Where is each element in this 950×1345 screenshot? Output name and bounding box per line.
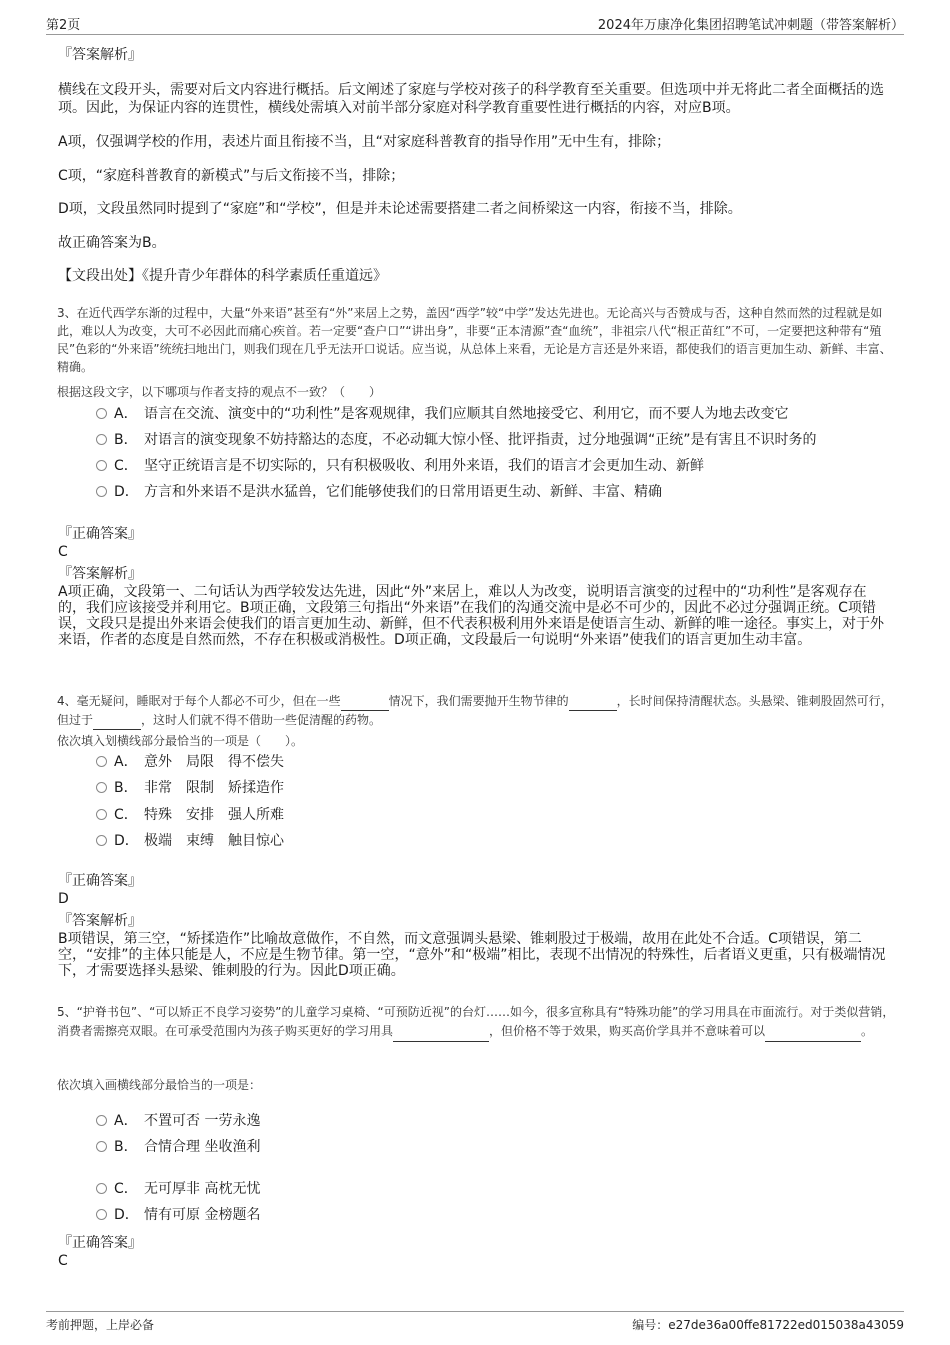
radio-circle-icon[interactable] (96, 486, 107, 497)
radio-circle-icon[interactable] (96, 434, 107, 445)
radio-circle-icon[interactable] (96, 756, 107, 767)
radio-circle-icon[interactable] (96, 1183, 107, 1194)
q3-option-a[interactable] (96, 405, 789, 423)
q5-option-a[interactable] (96, 1112, 260, 1130)
option-letter: A． (114, 754, 138, 770)
q2-analysis-item-d: D项，文段虽然同时提到了“家庭”和“学校”，但是并未论述需要搭建二者之间桥梁这一内容，衔接不当，排除。 (58, 201, 742, 217)
option-letter: D． (114, 484, 139, 500)
q3-prompt: 根据这段文字，以下哪项与作者支持的观点不一致？（ ） (57, 385, 382, 399)
q5-answer: C (58, 1253, 68, 1269)
option-text: 合情合理 坐收渔利 (144, 1139, 261, 1155)
q2-analysis-label: 『答案解析』 (58, 47, 142, 63)
q4-analysis: B项错误，第三空，“矫揉造作”比喻故意做作，不自然，而文意强调头悬梁、锥刺股过于极端，故用在此处不合适。C项错误，第二空，“安排”的主体只能是人，不应是生物节律。第一空，“意外”和“极端”相比，表现不出情况的特殊性，后者语义更重，只有极端情况下，才需要选择头悬梁、锥刺股的行为。因此D项正确。 (58, 931, 886, 979)
option-text: 方言和外来语不是洪水猛兽，它们能够使我们的日常用语更生动、新鲜、丰富、精确 (144, 484, 662, 500)
q3-option-b[interactable] (96, 431, 817, 449)
radio-circle-icon[interactable] (96, 1115, 107, 1126)
radio-circle-icon[interactable] (96, 460, 107, 471)
radio-circle-icon[interactable] (96, 1209, 107, 1220)
page-footer (46, 1311, 904, 1336)
option-letter: B． (114, 432, 138, 448)
q3-option-d[interactable] (96, 483, 662, 501)
q5-answer-label: 『正确答案』 (58, 1235, 142, 1251)
option-text: 情有可原 金榜题名 (144, 1207, 261, 1223)
q4-option-b[interactable]: B． 非常 限制 矫揉造作 (96, 779, 284, 797)
q5-option-d[interactable] (96, 1206, 260, 1224)
q2-analysis-item-c: C项，“家庭科普教育的新模式”与后文衔接不当，排除； (58, 168, 405, 184)
option-letter: B． (114, 780, 138, 796)
q3-answer-label: 『正确答案』 (58, 526, 142, 542)
option-text: 对语言的演变现象不妨持豁达的态度，不必动辄大惊小怪、批评指责，过分地强调“正统”是有害且不识时务的 (144, 432, 817, 448)
q4-answer: D (58, 891, 69, 907)
q4-option-c[interactable]: C． 特殊 安排 强人所难 (96, 806, 284, 824)
option-text: 语言在交流、演变中的“功利性”是客观规律，我们应顺其自然地接受它、利用它，而不要人为地去改变它 (144, 406, 789, 422)
option-letter: A． (114, 1113, 138, 1129)
radio-circle-icon[interactable] (96, 782, 107, 793)
option-text: 不置可否 一劳永逸 (144, 1113, 261, 1129)
q5-prompt: 依次填入画横线部分最恰当的一项是： (57, 1078, 262, 1092)
option-letter: D． (114, 833, 139, 849)
q4-answer-label: 『正确答案』 (58, 873, 142, 889)
radio-circle-icon[interactable] (96, 408, 107, 419)
q5-stem: 5、“护脊书包”、“可以矫正不良学习姿势”的儿童学习桌椅、“可预防近视”的台灯……如今，很多宣称具有“特殊功能”的学习用具在市面流行。对于类似营销，消费者需擦亮双眼。在可承受范围内为孩子购买更好的学习用具 ，但价格不等于效果，购买高价学具并不意味着可以 。 (57, 1003, 897, 1042)
q3-analysis: A项正确，文段第一、二句话认为西学较发达先进，因此“外”来居上，难以人为改变，说明语言演变的过程中的“功利性”是客观存在的，我们应该接受并利用它。B项正确，文段第三句指出“外来语”在我们的沟通交流中是必不可少的，因此不必过分强调正统。C项错误，文段只是提出外来语会使我们的语言更加生动、新鲜，但不代表积极利用外来语是使语言生动、新鲜的唯一途径。事实上，对于外来语，作者的态度是自然而然，不存在积极或消极性。D项正确，文段最后一句说明“外来语”使我们的语言更加生动丰富。 (58, 584, 884, 648)
document-id: 编号：e27de36a00ffe81722ed015038a43059 (632, 1318, 904, 1332)
radio-circle-icon[interactable] (96, 835, 107, 846)
option-letter: C． (114, 807, 138, 823)
q5-option-b[interactable] (96, 1138, 260, 1156)
q3-stem: 3、在近代西学东渐的过程中，大量“外来语”甚至有“外”来居上之势，盖因“西学”较“中学”发达先进也。无论高兴与否赞成与否，这种自然而然的过程就是如此，难以人为改变，大可不必因此而痛心疾首。若一定要“查户口”“讲出身”，非要“正本清源”查“血统”，非祖宗八代“根正苗红”不可，一定要把这种带有“殖民”色彩的“外来语”统统扫地出门，则我们现在几乎无法开口说话。应当说，从总体上来看，无论是方言还是外来语，都使我们的语言更加生动、新鲜、丰富、精确。 (57, 306, 892, 374)
q3-analysis-label: 『答案解析』 (58, 566, 142, 582)
q2-analysis-paragraph: 横线在文段开头，需要对后文内容进行概括。后文阐述了家庭与学校对孩子的科学教育至关重要。但选项中并无将此二者全面概括的选项。因此，为保证内容的连贯性，横线处需填入对前半部分家庭对科学教育重要性进行概括的内容，对应B项。 (58, 82, 884, 116)
page-number: 第2页 (46, 18, 81, 33)
option-text: 坚守正统语言是不切实际的，只有积极吸收、利用外来语，我们的语言才会更加生动、新鲜 (144, 458, 704, 474)
option-letter: C． (114, 1181, 138, 1197)
option-letter: C． (114, 458, 138, 474)
q3-answer: C (58, 544, 68, 560)
option-letter: D． (114, 1207, 139, 1223)
q4-analysis-label: 『答案解析』 (58, 913, 142, 929)
document-title: 2024年万康净化集团招聘笔试冲刺题（带答案解析） (597, 18, 904, 33)
radio-circle-icon[interactable] (96, 1141, 107, 1152)
page-header (46, 12, 904, 35)
q4-stem: 4、毫无疑问，睡眠对于每个人都必不可少，但在一些 情况下，我们需要抛开生物节律的 ，长时间保持清醒状态。头悬梁、锥刺股固然可行，但过于 ，这时人们就不得不借助一些促清醒的药物。 (57, 692, 897, 730)
q3-option-c[interactable] (96, 457, 704, 475)
option-letter: A． (114, 406, 138, 422)
q2-conclusion: 故正确答案为B。 (58, 235, 166, 251)
q2-analysis-item-a: A项，仅强调学校的作用，表述片面且衔接不当，且“对家庭科普教育的指导作用”无中生有，排除； (58, 134, 671, 150)
option-text: 无可厚非 高枕无忧 (144, 1181, 261, 1197)
q4-option-d[interactable]: D． 极端 束缚 触目惊心 (96, 832, 284, 850)
radio-circle-icon[interactable] (96, 809, 107, 820)
option-letter: B． (114, 1139, 138, 1155)
q4-option-a[interactable]: A． 意外 局限 得不偿失 (96, 753, 284, 771)
q5-option-c[interactable] (96, 1180, 260, 1198)
q4-prompt: 依次填入划横线部分最恰当的一项是（ ）。 (57, 734, 304, 748)
footer-slogan: 考前押题，上岸必备 (46, 1318, 155, 1332)
q2-source: 【文段出处】《提升青少年群体的科学素质任重道远》 (58, 268, 387, 284)
